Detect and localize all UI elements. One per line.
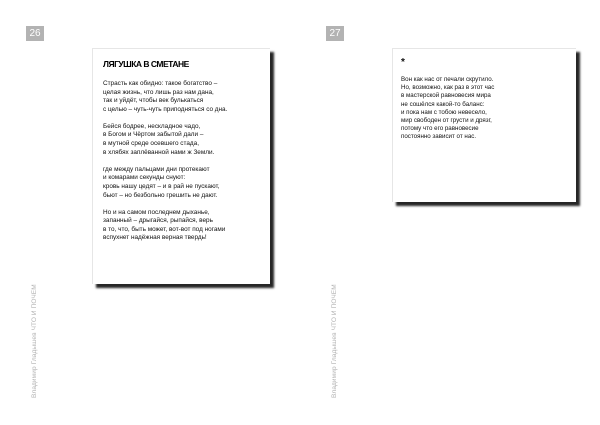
poem-line: Вон как нас от печали скрутило. xyxy=(401,76,494,83)
poem-line: Но, возможно, как раз в этот час xyxy=(401,84,495,92)
poem-asterisk-title: * xyxy=(401,57,405,68)
poem-line: с целью – чуть-чуть приподняться со дна. xyxy=(103,105,228,113)
poem-line: Но и на самом последнем дыханье, xyxy=(103,208,210,216)
poem-line: Страсть как обидно: такое богатство – xyxy=(103,80,218,87)
poem-line: и комарами секунды снуют: xyxy=(103,174,186,182)
poem-title: ЛЯГУШКА В СМЕТАНЕ xyxy=(103,59,189,69)
poem-line: где между пальцами дни протекают xyxy=(103,165,210,173)
poem-line: в Богом и Чёртом забытой дали – xyxy=(103,131,204,139)
page-number: 26 xyxy=(26,26,44,41)
page-number: 27 xyxy=(326,26,344,41)
poem-line: в хлябях заплёванной нами ж Земли. xyxy=(103,148,215,156)
poem-line: запанный – дрыгайся, рыпайся, верь xyxy=(103,217,213,225)
stanza xyxy=(103,123,260,157)
poem-line: в мастерской равновесия мира xyxy=(401,92,491,100)
poem-line: потому что его равновесие xyxy=(401,125,479,133)
poem-line: в то, что, быть может, вот-вот под ногами xyxy=(103,225,226,233)
poem-line: бьют – но безбольно грешить не дают. xyxy=(103,191,218,199)
poem-card xyxy=(392,48,576,202)
stanza xyxy=(103,166,260,200)
author-caption: Владимир Гладышев ЧТО И ПОЧЕМ xyxy=(31,284,38,398)
author-caption: Владимир Гладышев ЧТО И ПОЧЕМ xyxy=(331,284,338,398)
poem-line: целая жизнь, что лишь раз нам дана, xyxy=(103,88,214,96)
poem-line: и пока нам с тобою невесело, xyxy=(401,108,487,116)
stanza xyxy=(103,80,260,114)
poem-line: мир свободен от грусти и дрязг, xyxy=(401,117,492,125)
poem-line: вспухнет надёжная верная твердь! xyxy=(103,234,207,242)
poem-line: кровь нашу цедят – и в рай не пускают, xyxy=(103,182,220,190)
poem-line: не сошёлся какой-то баланс: xyxy=(401,100,485,108)
poem-line: Бейся бодрее, нескладное чадо, xyxy=(103,122,201,130)
poem-line: в мутной среде осевшего стада, xyxy=(103,140,199,148)
stanza xyxy=(401,76,568,142)
poem-line: так и уйдёт, чтобы век булькаться xyxy=(103,97,204,105)
poem-card xyxy=(92,48,270,284)
poem-line: постоянно зависит от нас. xyxy=(401,133,477,141)
stanza xyxy=(103,209,260,243)
right-page xyxy=(300,0,600,425)
